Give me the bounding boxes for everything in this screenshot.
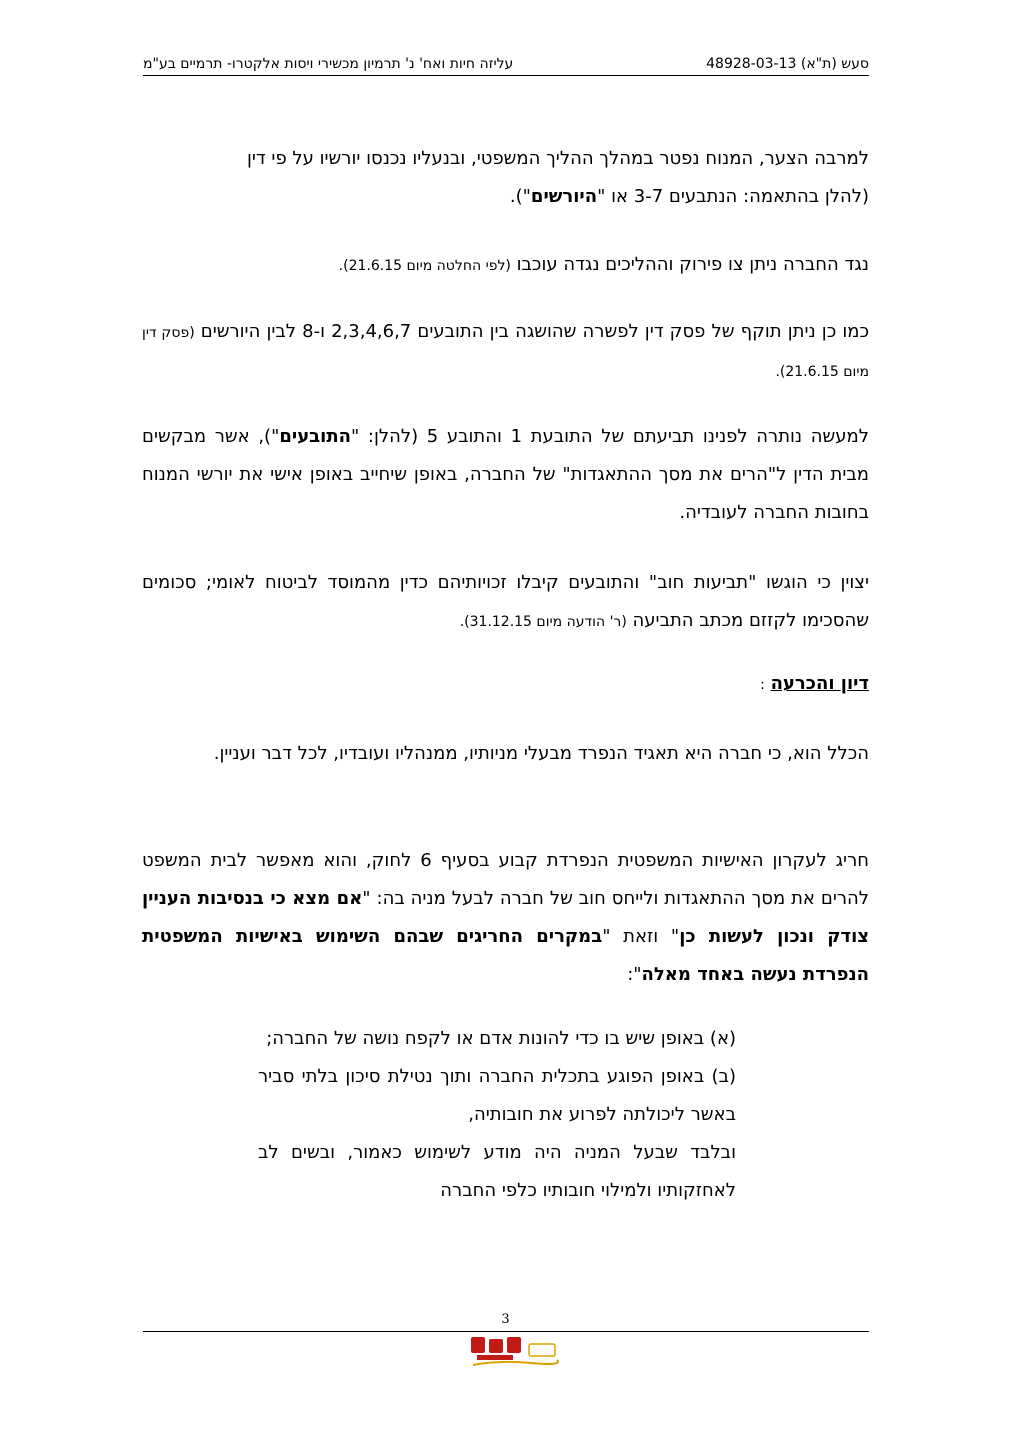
paragraph-exception	[142, 842, 869, 994]
section-title	[142, 665, 869, 704]
citation-note: (לפי החלטה מיום 21.6.15).	[338, 258, 511, 274]
page-number: 3	[501, 1312, 510, 1327]
case-number: סעש (ת"א) 48928-03-13	[706, 56, 869, 72]
citation-note: (פסק דין מיום 21.6.15).	[142, 325, 869, 380]
footer-divider	[143, 1331, 869, 1332]
defined-term: היורשים	[530, 186, 598, 207]
paragraph-text: כמו כן ניתן תוקף של פסק דין לפשרה שהושגה בין התובעים 2,3,4,6,7 ו-8 לבין היורשים	[194, 321, 869, 342]
statute-quote	[258, 1020, 736, 1210]
nevo-logo	[469, 1334, 559, 1368]
paragraph-text: יצוין כי הוגשו "תביעות חוב" והתובעים קיבלו זכויותיהם כדין מהמוסד לביטוח לאומי; סכומים שהסכימו לקזזם מכתב התביעה	[142, 572, 869, 631]
paragraph-remaining-claim	[142, 418, 869, 532]
quote-item-b: (ב) באופן הפוגע בתכלית החברה ותוך נטילת סיכון בלתי סביר באשר ליכולתה לפרוע את חובותיה,	[258, 1066, 736, 1125]
paragraph-settlement	[142, 313, 869, 391]
section-title-suffix: :	[760, 677, 765, 693]
quote-item-a: (א) באופן שיש בו כדי להונות אדם או לקפח נושה של החברה;	[266, 1028, 736, 1049]
paragraph-text: (להלן בהתאמה: הנתבעים 3-7 או "	[597, 186, 869, 207]
paragraph-text: למעשה נותרה לפנינו תביעתם של התובעת 1 והתובע 5 (להלן: "	[351, 426, 870, 447]
paragraph-general-rule	[142, 735, 869, 773]
page-header	[143, 56, 869, 76]
quoted-bold-text: אם מצא כי בנסיבות העניין צודק ונכון לעשות כן	[142, 888, 869, 947]
paragraph-liquidation	[142, 246, 869, 285]
section-title-text: דיון והכרעה	[770, 673, 869, 694]
citation-note: (ר' הודעה מיום 31.12.15).	[459, 614, 627, 630]
defined-term: התובעים	[279, 426, 351, 447]
quoted-bold-text: במקרים החריגים שבהם השימוש באישיות המשפטית הנפרדת נעשה באחד מאלה	[142, 926, 869, 985]
paragraph-debt-claims	[142, 564, 869, 641]
paragraph-text: נגד החברה ניתן צו פירוק וההליכים נגדה עוכבו	[510, 254, 869, 275]
quote-tail: ובלבד שבעל המניה היה מודע לשימוש כאמור, ובשים לב לאחזקותיו ולמילוי חובותיו כלפי החברה	[258, 1142, 736, 1201]
paragraph-text: חריג לעקרון האישיות המשפטית הנפרדת קבוע בסעיף 6 לחוק, והוא מאפשר לבית המשפט להרים את מסך ההתאגדות ולייחס חוב של חברה לבעל מניה בה: "	[142, 850, 869, 909]
paragraph-text: ":	[627, 964, 642, 985]
paragraph-text: "), אשר מבקשים מבית הדין ל"הרים את מסך ההתאגדות" של החברה, באופן שיחייב באופן אישי את יורשי המנוח בחובות החברה לעובדיה.	[142, 426, 869, 523]
case-parties: עליזה חיות ואח' נ' תרמיון מכשירי ויסות אלקטרו- תרמיים בע"מ	[143, 56, 514, 72]
paragraph-text: ").	[509, 186, 531, 207]
paragraph-text: הכלל הוא, כי חברה היא תאגיד הנפרד מבעלי מניותיו, ממנהליו ועובדיו, לכל דבר ועניין.	[213, 743, 869, 764]
paragraph-heirs	[142, 140, 869, 216]
paragraph-text: " וזאת "	[602, 926, 680, 947]
paragraph-text: למרבה הצער, המנוח נפטר במהלך ההליך המשפטי, ובנעליו נכנסו יורשיו על פי דין	[246, 148, 869, 169]
